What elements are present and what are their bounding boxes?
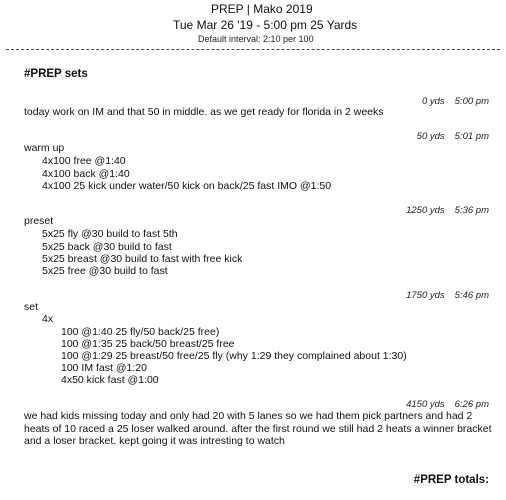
set-label: set <box>24 301 39 313</box>
block-time: 6:26 pm <box>454 399 489 410</box>
preset-line: 5x25 free @30 build to fast <box>42 265 168 277</box>
warmup-label: warm up <box>24 142 65 154</box>
block-time: 5:00 pm <box>454 96 489 107</box>
warmup-line: 4x100 25 kick under water/50 kick on back/25 fast IMO @1:50 <box>42 180 332 192</box>
set-line: 100 @1:40 25 fly/50 back/25 free) <box>61 326 220 338</box>
set-line: 100 @1:35 25 back/50 breast/25 free <box>61 338 235 350</box>
section-heading: #PREP sets <box>24 68 88 80</box>
preset-label: preset <box>24 215 54 227</box>
block-meta <box>422 96 489 107</box>
block-meta <box>406 290 489 301</box>
block-meta <box>417 131 489 142</box>
set-repeat: 4x <box>42 313 54 325</box>
block-yardage: 0 yds <box>421 96 445 107</box>
set-line: 4x50 kick fast @1:00 <box>61 374 159 386</box>
page-title: PREP | Mako 2019 <box>211 2 313 16</box>
block-yardage: 1750 yds <box>406 290 445 301</box>
totals-label: #PREP totals: <box>413 474 489 486</box>
warmup-line: 4x100 free @1:40 <box>42 155 126 167</box>
block-meta <box>406 399 489 410</box>
preset-line: 5x25 breast @30 build to fast with free kick <box>42 253 243 265</box>
block-time: 5:36 pm <box>454 205 489 216</box>
block-time: 5:46 pm <box>454 290 489 301</box>
set-line: 100 IM fast @1:20 <box>61 362 147 374</box>
closing-note: we had kids missing today and only had 20 with 5 lanes so we had them pick partners and had 2 heats of 10 raced a 25 loser walked around. after the first round we still had 2 heats a winner bracket and a loser bracket. kept going it was intresting to watch <box>24 410 492 447</box>
preset-line: 5x25 fly @30 build to fast 5th <box>42 228 178 240</box>
preset-line: 5x25 back @30 build to fast <box>42 241 172 253</box>
default-interval: Default interval: 2:10 per 100 <box>198 34 314 44</box>
block-meta <box>406 205 489 216</box>
block-time: 5:01 pm <box>454 131 489 142</box>
header-divider <box>6 49 500 50</box>
intro-note: today work on IM and that 50 in middle. as we get ready for florida in 2 weeks <box>24 106 384 118</box>
block-yardage: 50 yds <box>416 131 445 142</box>
set-line: 100 @1:29 25 breast/50 free/25 fly (why 1:29 they complained about 1:30) <box>61 350 407 362</box>
block-yardage: 4150 yds <box>406 399 445 410</box>
session-datetime: Tue Mar 26 '19 - 5:00 pm 25 Yards <box>173 18 358 32</box>
warmup-line: 4x100 back @1:40 <box>42 168 130 180</box>
block-yardage: 1250 yds <box>406 205 445 216</box>
